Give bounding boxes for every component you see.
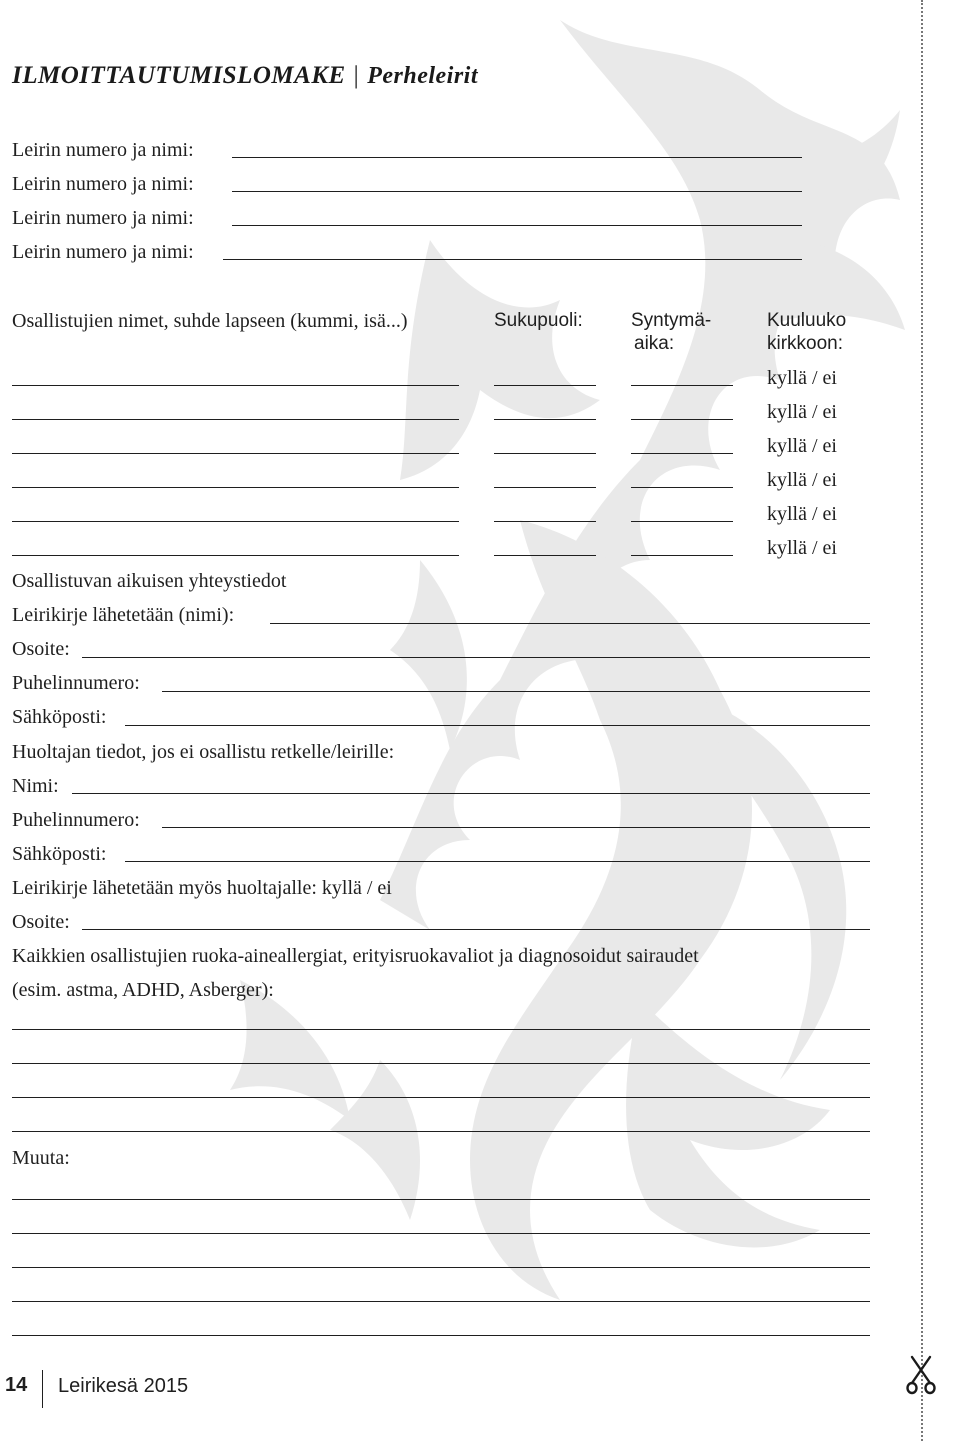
allergies-label-line1: Kaikkien osallistujien ruoka-aineallergiat, erityisruokavaliot ja diagnosoidut sairaudet <box>12 945 699 967</box>
birthdate-header-1: Syntymä- <box>631 310 712 331</box>
guardian-phone-field[interactable] <box>162 827 870 828</box>
allergies-field[interactable] <box>12 1063 870 1064</box>
adult-email-label: Sähköposti: <box>12 706 107 728</box>
church-choice[interactable]: kyllä / ei <box>767 537 837 559</box>
participant-gender-field[interactable] <box>494 385 596 386</box>
church-choice[interactable]: kyllä / ei <box>767 435 837 457</box>
camp-field[interactable] <box>223 259 802 260</box>
letter-recipient-label: Leirikirje lähetetään (nimi): <box>12 604 235 626</box>
participant-birthdate-field[interactable] <box>631 453 733 454</box>
participant-birthdate-field[interactable] <box>631 555 733 556</box>
guardian-name-field[interactable] <box>72 793 870 794</box>
cut-line <box>921 0 923 1441</box>
participant-name-field[interactable] <box>12 385 459 386</box>
adult-phone-field[interactable] <box>162 691 870 692</box>
adult-address-label: Osoite: <box>12 638 70 660</box>
participant-name-field[interactable] <box>12 419 459 420</box>
church-header-1: Kuuluuko <box>767 310 847 331</box>
church-choice[interactable]: kyllä / ei <box>767 401 837 423</box>
guardian-heading: Huoltajan tiedot, jos ei osallistu retkelle/leirille: <box>12 741 395 763</box>
guardian-name-label: Nimi: <box>12 775 59 797</box>
footer-divider <box>42 1370 43 1408</box>
participant-gender-field[interactable] <box>494 487 596 488</box>
adult-email-field[interactable] <box>125 725 870 726</box>
scissors-icon <box>906 1355 936 1395</box>
guardian-address-field[interactable] <box>82 929 870 930</box>
form-title-main: ILMOITTAUTUMISLOMAKE <box>12 62 346 89</box>
other-field[interactable] <box>12 1199 870 1200</box>
allergies-label-line2: (esim. astma, ADHD, Asberger): <box>12 979 274 1001</box>
guardian-letter-choice[interactable]: Leirikirje lähetetään myös huoltajalle: kyllä / ei <box>12 877 392 899</box>
allergies-field[interactable] <box>12 1131 870 1132</box>
participant-birthdate-field[interactable] <box>631 385 733 386</box>
church-header-2: kirkkoon: <box>767 333 844 354</box>
other-field[interactable] <box>12 1301 870 1302</box>
other-field[interactable] <box>12 1233 870 1234</box>
guardian-email-label: Sähköposti: <box>12 843 107 865</box>
camp-label: Leirin numero ja nimi: <box>12 241 194 263</box>
camp-label: Leirin numero ja nimi: <box>12 173 194 195</box>
guardian-email-field[interactable] <box>125 861 870 862</box>
camp-field[interactable] <box>232 191 802 192</box>
form-title <box>12 62 478 90</box>
camp-field[interactable] <box>232 157 802 158</box>
allergies-field[interactable] <box>12 1029 870 1030</box>
adult-address-field[interactable] <box>82 657 870 658</box>
participant-gender-field[interactable] <box>494 555 596 556</box>
other-field[interactable] <box>12 1335 870 1336</box>
publication-name: Leirikesä 2015 <box>58 1375 189 1397</box>
guardian-address-label: Osoite: <box>12 911 70 933</box>
participant-gender-field[interactable] <box>494 453 596 454</box>
participant-name-field[interactable] <box>12 453 459 454</box>
other-field[interactable] <box>12 1267 870 1268</box>
allergies-field[interactable] <box>12 1097 870 1098</box>
camp-label: Leirin numero ja nimi: <box>12 207 194 229</box>
participant-gender-field[interactable] <box>494 419 596 420</box>
guardian-phone-label: Puhelinnumero: <box>12 809 140 831</box>
adult-phone-label: Puhelinnumero: <box>12 672 140 694</box>
letter-recipient-field[interactable] <box>270 623 870 624</box>
participant-birthdate-field[interactable] <box>631 419 733 420</box>
form-title-sub: Perheleirit <box>367 63 479 89</box>
title-separator: | <box>353 62 360 89</box>
participant-birthdate-field[interactable] <box>631 521 733 522</box>
participant-gender-field[interactable] <box>494 521 596 522</box>
participant-name-field[interactable] <box>12 487 459 488</box>
camp-field[interactable] <box>232 225 802 226</box>
participant-name-field[interactable] <box>12 555 459 556</box>
participants-names-header: Osallistujien nimet, suhde lapseen (kummi, isä...) <box>12 310 408 332</box>
other-label: Muuta: <box>12 1147 70 1169</box>
page-number: 14 <box>5 1374 28 1396</box>
participant-name-field[interactable] <box>12 521 459 522</box>
camp-label: Leirin numero ja nimi: <box>12 139 194 161</box>
church-choice[interactable]: kyllä / ei <box>767 469 837 491</box>
gender-header: Sukupuoli: <box>494 310 583 331</box>
church-choice[interactable]: kyllä / ei <box>767 503 837 525</box>
church-choice[interactable]: kyllä / ei <box>767 367 837 389</box>
adult-contact-heading: Osallistuvan aikuisen yhteystiedot <box>12 570 287 592</box>
participant-birthdate-field[interactable] <box>631 487 733 488</box>
birthdate-header-2: aika: <box>634 333 675 354</box>
